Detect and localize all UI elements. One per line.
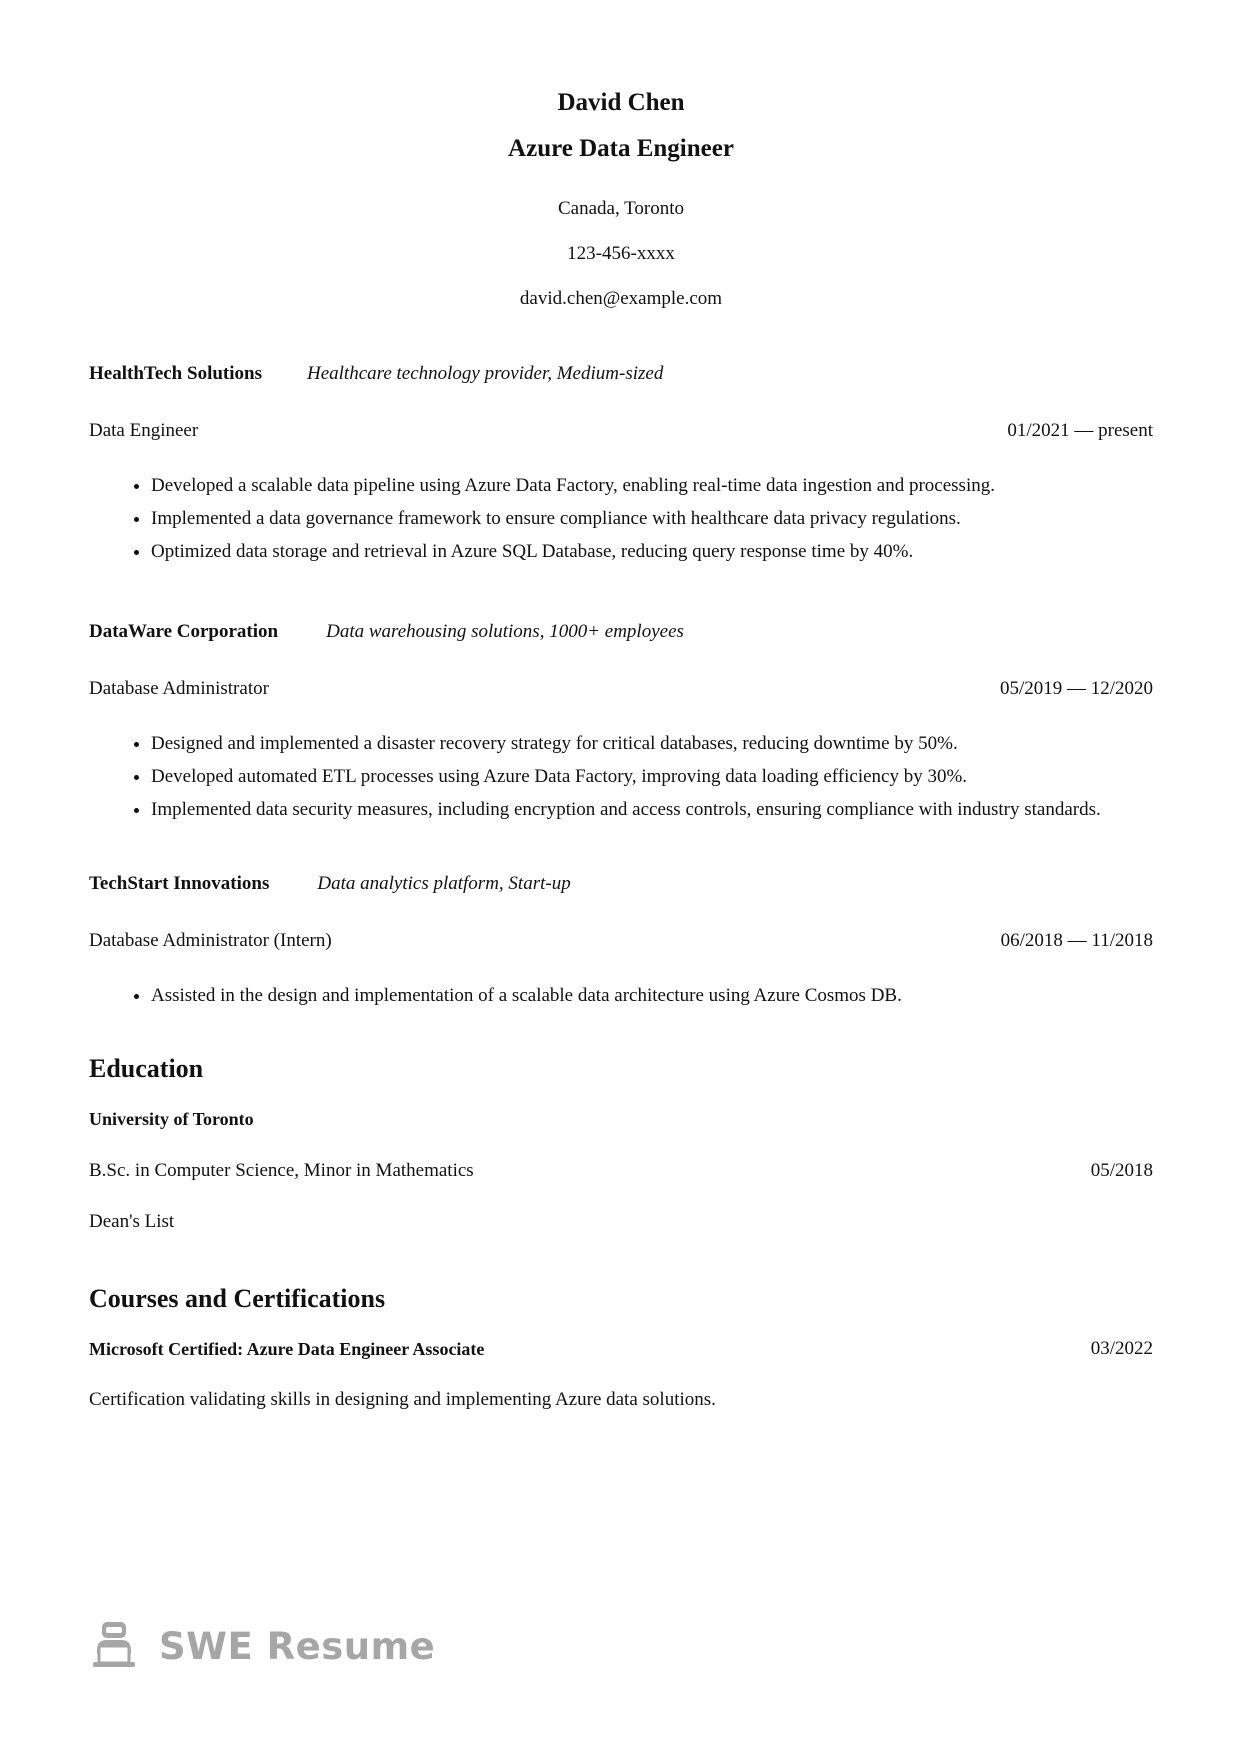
- candidate-name: David Chen: [557, 89, 685, 116]
- achievement-list: [89, 469, 1153, 568]
- role-dates: 06/2018 — 11/2018: [1000, 930, 1153, 951]
- achievement-item: • Implemented a data governance framework to ensure compliance with healthcare data privacy regulations.: [151, 502, 1153, 535]
- company-description: Data warehousing solutions, 1000+ employees: [326, 621, 684, 642]
- company-description: Healthcare technology provider, Medium-sized: [306, 363, 664, 384]
- company-name: DataWare Corporation: [89, 621, 279, 642]
- company-row: [89, 619, 1153, 645]
- achievement-item: • Designed and implemented a disaster recovery strategy for critical databases, reducing downtime by 50%.: [151, 727, 1153, 760]
- person-laptop-icon: [91, 1620, 137, 1673]
- certifications-section: [89, 1282, 1153, 1413]
- role-dates: 05/2019 — 12/2020: [999, 678, 1153, 699]
- candidate-title: Azure Data Engineer: [508, 135, 734, 162]
- company-name: HealthTech Solutions: [89, 363, 262, 384]
- degree-date: 05/2018: [1090, 1160, 1153, 1181]
- phone-text: 123-456-xxxx: [567, 243, 675, 264]
- certification-date: 03/2022: [1090, 1338, 1153, 1359]
- contact-block: [89, 196, 1153, 312]
- achievement-item: • Optimized data storage and retrieval in Azure SQL Database, reducing query response time by 40%.: [151, 535, 1153, 568]
- role-row: [89, 928, 1153, 954]
- role-title: Database Administrator: [89, 678, 269, 699]
- achievement-item: • Assisted in the design and implementation of a scalable data architecture using Azure Cosmos DB.: [151, 979, 1153, 1012]
- experience-entry: [89, 361, 1153, 568]
- honor-text: Dean's List: [89, 1211, 175, 1232]
- role-dates: 01/2021 — present: [1007, 420, 1153, 441]
- experience-entry: [89, 619, 1153, 826]
- degree-row: [89, 1158, 1153, 1184]
- email-text: david.chen@example.com: [519, 288, 723, 309]
- certification-name: Microsoft Certified: Azure Data Engineer Associate: [89, 1339, 485, 1359]
- certifications-heading: Courses and Certifications: [89, 1284, 386, 1313]
- location-text: Canada, Toronto: [557, 198, 684, 219]
- certification-row: [89, 1336, 1153, 1362]
- education-section: [89, 1052, 1153, 1235]
- achievement-item: • Developed automated ETL processes using Azure Data Factory, improving data loading efficiency by 30%.: [151, 760, 1153, 793]
- role-row: [89, 676, 1153, 702]
- experience-entry: [89, 871, 1153, 1012]
- achievement-list: [89, 979, 1153, 1012]
- company-name: TechStart Innovations: [89, 873, 270, 894]
- company-row: [89, 871, 1153, 897]
- company-description: Data analytics platform, Start-up: [317, 873, 571, 894]
- role-title: Database Administrator (Intern): [89, 930, 332, 951]
- degree-text: B.Sc. in Computer Science, Minor in Mathematics: [89, 1160, 474, 1181]
- certification-description: Certification validating skills in designing and implementing Azure data solutions.: [89, 1389, 716, 1410]
- achievement-item: • Implemented data security measures, including encryption and access controls, ensuring compliance with industry standards.: [151, 793, 1153, 826]
- achievement-list: [89, 727, 1153, 826]
- school-name: University of Toronto: [89, 1109, 254, 1129]
- achievement-item: • Developed a scalable data pipeline using Azure Data Factory, enabling real-time data ingestion and processing.: [151, 469, 1153, 502]
- company-row: [89, 361, 1153, 387]
- swe-resume-logo: [91, 1620, 435, 1673]
- role-row: [89, 418, 1153, 444]
- resume-page: [89, 0, 1153, 1756]
- role-title: Data Engineer: [89, 420, 199, 441]
- education-heading: Education: [89, 1054, 204, 1083]
- resume-header: [89, 0, 1153, 312]
- logo-text: SWE Resume: [159, 1625, 436, 1668]
